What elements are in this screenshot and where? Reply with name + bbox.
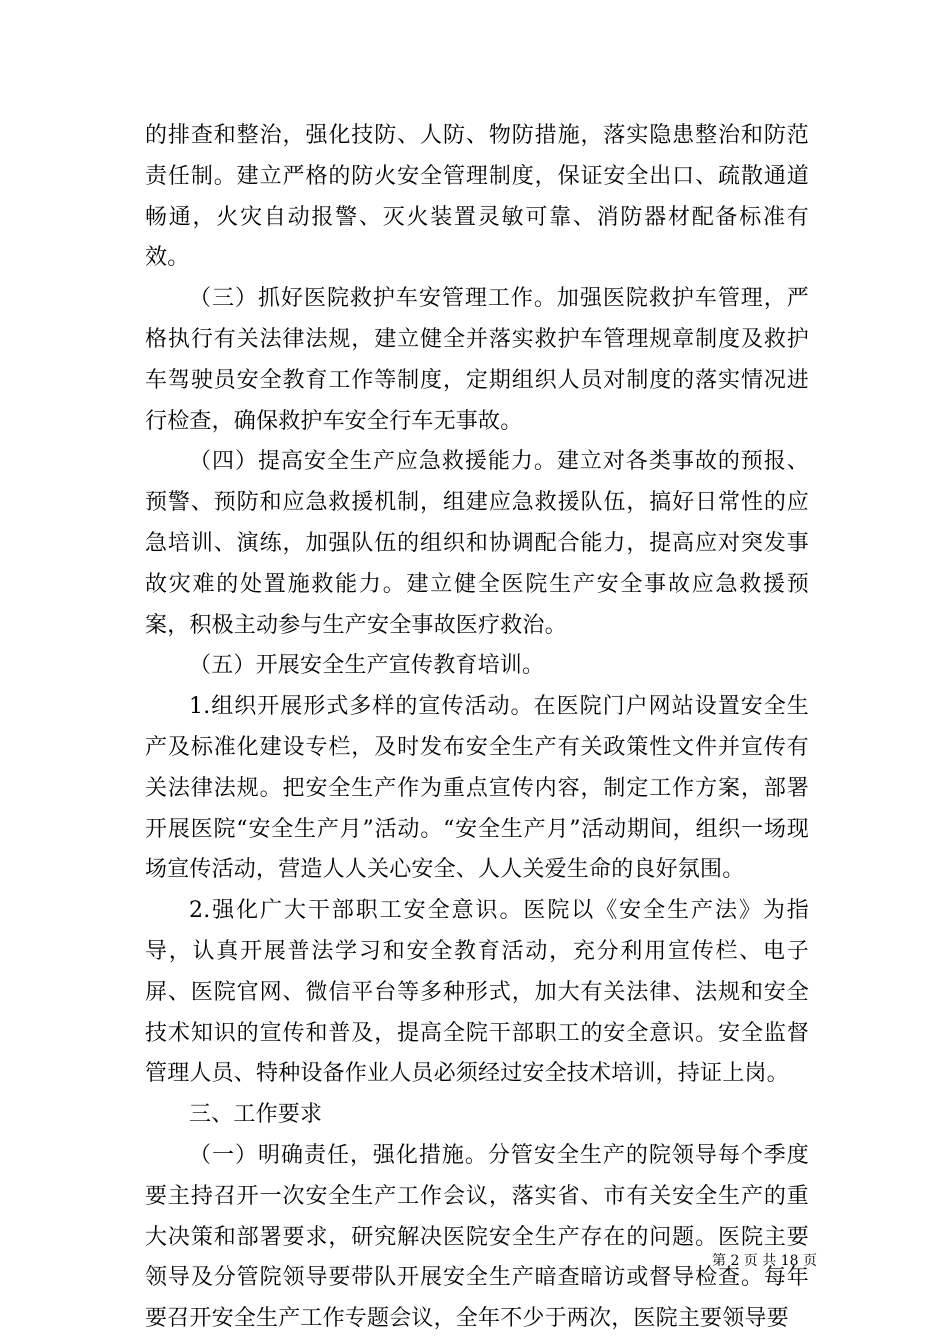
paragraph-continued: 的排查和整治，强化技防、人防、物防措施，落实隐患整治和防范责任制。建立严格的防火安全管理制度，保证安全出口、疏散通道畅通，火灾自动报警、灭火装置灵敏可靠、消防器材配备标准有效。 xyxy=(145,123,809,271)
paragraph-requirement-1: （一）明确责任，强化措施。分管安全生产的院领导每个季度要主持召开一次安全生产工作会议，落实省、市有关安全生产的重大决策和部署要求，研究解决医院安全生产存在的问题。医院主要领导及分管院领导要带队开展安全生产暗查暗访或督导检查。每年要召开安全生产工作专题会议，全年不少于两次，医院主要领导要 xyxy=(145,1142,809,1332)
paragraph-item-1: 1.组织开展形式多样的宣传活动。在医院门户网站设置安全生产及标准化建设专栏，及时发布安全生产有关政策性文件并宣传有关法律法规。把安全生产作为重点宣传内容，制定工作方案，部署开展医院“安全生产月”活动。“安全生产月”活动期间，组织一场现场宣传活动，营造人人关心安全、人人关爱生命的良好氛围。 xyxy=(145,694,809,883)
paragraph-item-2: 2.强化广大干部职工安全意识。医院以《安全生产法》为指导，认真开展普法学习和安全教育活动，充分利用宣传栏、电子屏、医院官网、微信平台等多种形式，加大有关法律、法规和安全技术知识的宣传和普及，提高全院干部职工的安全意识。安全监督管理人员、特种设备作业人员必须经过安全技术培训，持证上岗。 xyxy=(145,898,809,1087)
document-body xyxy=(145,116,809,1340)
section-heading-work-requirements: 三、工作要求 xyxy=(189,1102,323,1128)
paragraph-section-5-heading: （五）开展安全生产宣传教育培训。 xyxy=(189,653,545,679)
paragraph-section-4: （四）提高安全生产应急救援能力。建立对各类事故的预报、预警、预防和应急救援机制，组建应急救援队伍，搞好日常性的应急培训、演练，加强队伍的组织和协调配合能力，提高应对突发事故灾难的处置施救能力。建立健全医院生产安全事故应急救援预案，积极主动参与生产安全事故医疗救治。 xyxy=(145,449,809,638)
page-number-footer: 第 2 页 共 18 页 xyxy=(712,1253,817,1269)
paragraph-section-3: （三）抓好医院救护车安管理工作。加强医院救护车管理，严格执行有关法律法规，建立健全并落实救护车管理规章制度及救护车驾驶员安全教育工作等制度，定期组织人员对制度的落实情况进行检查，确保救护车安全行车无事故。 xyxy=(145,286,809,434)
